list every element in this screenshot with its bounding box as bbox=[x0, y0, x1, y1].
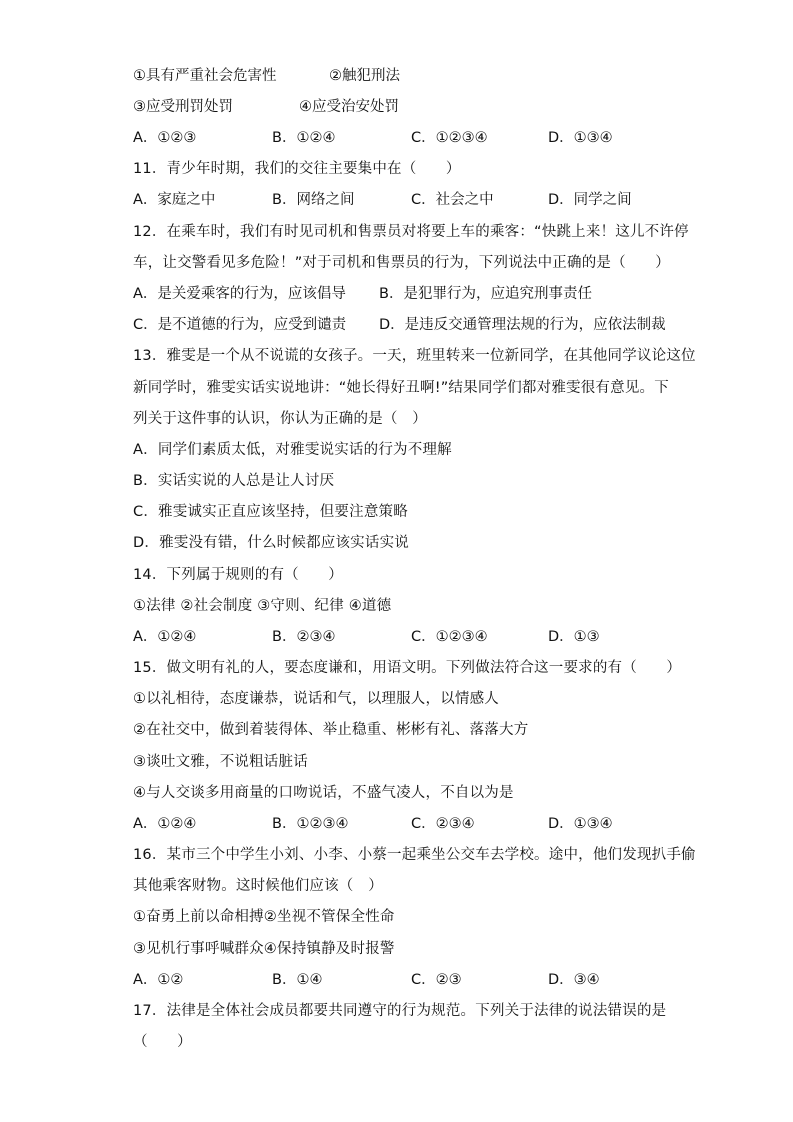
q11-stem: 11．青少年时期，我们的交往主要集中在（ ） bbox=[133, 161, 461, 177]
q16-option-a[interactable]: A．①② bbox=[133, 972, 184, 988]
q15-option-d[interactable]: D．①③④ bbox=[548, 816, 613, 832]
q10-option-d[interactable]: D．①③④ bbox=[548, 130, 613, 146]
q11-options bbox=[133, 190, 653, 210]
q10-option-a[interactable]: A．①②③ bbox=[133, 130, 197, 146]
q13-stem-line-1: 13．雅雯是一个从不说谎的女孩子。一天，班里转来一位新同学，在其他同学议论这位 bbox=[133, 348, 696, 364]
q11-option-c[interactable]: C．社会之中 bbox=[411, 192, 494, 208]
q17-stem-line-1: 17．法律是全体社会成员都要共同遵守的行为规范。下列关于法律的说法错误的是 bbox=[133, 1003, 667, 1019]
q11-option-b[interactable]: B．网络之间 bbox=[272, 192, 355, 208]
q16-options bbox=[133, 970, 653, 990]
q13-option-b[interactable]: B．实话实说的人总是让人讨厌 bbox=[133, 473, 335, 489]
q12-options-row-2 bbox=[133, 315, 666, 335]
q16-stem-line-2: 其他乘客财物。这时候他们应该（ ） bbox=[133, 878, 383, 894]
q14-option-d[interactable]: D．①③ bbox=[548, 629, 600, 645]
q12-option-a[interactable]: A．是关爱乘客的行为，应该倡导 bbox=[133, 286, 346, 302]
q10-option-c[interactable]: C．①②③④ bbox=[411, 130, 488, 146]
q13-stem-line-2: 新同学时，雅雯实话实说地讲：“她长得好丑啊!”结果同学们都对雅雯很有意见。下 bbox=[133, 380, 669, 396]
q10-options bbox=[133, 128, 653, 148]
q10-item-4: ④应受治安处罚 bbox=[299, 99, 399, 115]
q10-items-row-1 bbox=[133, 66, 653, 86]
q16-stem-line-1: 16．某市三个中学生小刘、小李、小蔡一起乘坐公交车去学校。途中，他们发现扒手偷 bbox=[133, 847, 696, 863]
q10-item-2: ②触犯刑法 bbox=[329, 68, 400, 84]
q14-items: ①法律 ②社会制度 ③守则、纪律 ④道德 bbox=[133, 598, 392, 614]
q15-option-c[interactable]: C．②③④ bbox=[411, 816, 475, 832]
q15-item-1: ①以礼相待，态度谦恭，说话和气，以理服人，以情感人 bbox=[133, 691, 499, 707]
q12-option-b[interactable]: B．是犯罪行为，应追究刑事责任 bbox=[379, 286, 592, 302]
q16-items-line-1: ①奋勇上前以命相搏②坐视不管保全性命 bbox=[133, 909, 395, 925]
q15-item-2: ②在社交中，做到着装得体、举止稳重、彬彬有礼、落落大方 bbox=[133, 722, 529, 738]
q17-stem-line-2: （ ） bbox=[133, 1034, 192, 1050]
q13-option-d[interactable]: D．雅雯没有错，什么时候都应该实话实说 bbox=[133, 535, 409, 551]
q10-item-3: ③应受刑罚处罚 bbox=[133, 99, 233, 115]
q10-item-1: ①具有严重社会危害性 bbox=[133, 68, 277, 84]
q10-items-row-2 bbox=[133, 97, 653, 117]
q15-options bbox=[133, 814, 653, 834]
q14-option-c[interactable]: C．①②③④ bbox=[411, 629, 488, 645]
q13-option-a[interactable]: A．同学们素质太低，对雅雯说实话的行为不理解 bbox=[133, 442, 452, 458]
q15-option-b[interactable]: B．①②③④ bbox=[272, 816, 349, 832]
q13-option-c[interactable]: C．雅雯诚实正直应该坚持，但要注意策略 bbox=[133, 504, 408, 520]
q14-options bbox=[133, 627, 653, 647]
q12-option-d[interactable]: D．是违反交通管理法规的行为，应依法制裁 bbox=[379, 317, 666, 333]
q12-stem-line-2: 车，让交警看见多危险！”对于司机和售票员的行为，下列说法中正确的是（ ） bbox=[133, 255, 670, 271]
q15-option-a[interactable]: A．①②④ bbox=[133, 816, 197, 832]
q15-item-3: ③谈吐文雅，不说粗话脏话 bbox=[133, 754, 308, 770]
q16-option-d[interactable]: D．③④ bbox=[548, 972, 600, 988]
q16-items-line-2: ③见机行事呼喊群众④保持镇静及时报警 bbox=[133, 941, 395, 957]
q15-stem: 15．做文明有礼的人，要态度谦和，用语文明。下列做法符合这一要求的有（ ） bbox=[133, 660, 682, 676]
q12-options-row-1 bbox=[133, 284, 653, 304]
q14-option-b[interactable]: B．②③④ bbox=[272, 629, 336, 645]
q12-stem-line-1: 12．在乘车时，我们有时见司机和售票员对将要上车的乘客：“快跳上来！这儿不许停 bbox=[133, 224, 689, 240]
q13-stem-line-3: 列关于这件事的认识，你认为正确的是（ ） bbox=[133, 411, 427, 427]
q15-item-4: ④与人交谈多用商量的口吻说话，不盛气凌人，不自以为是 bbox=[133, 785, 514, 801]
q10-option-b[interactable]: B．①②④ bbox=[272, 130, 336, 146]
q14-stem: 14．下列属于规则的有（ ） bbox=[133, 567, 343, 583]
q11-option-d[interactable]: D．同学之间 bbox=[548, 192, 632, 208]
q14-option-a[interactable]: A．①②④ bbox=[133, 629, 197, 645]
q16-option-c[interactable]: C．②③ bbox=[411, 972, 462, 988]
q12-option-c[interactable]: C．是不道德的行为，应受到谴责 bbox=[133, 317, 347, 333]
q16-option-b[interactable]: B．①④ bbox=[272, 972, 323, 988]
q11-option-a[interactable]: A．家庭之中 bbox=[133, 192, 216, 208]
